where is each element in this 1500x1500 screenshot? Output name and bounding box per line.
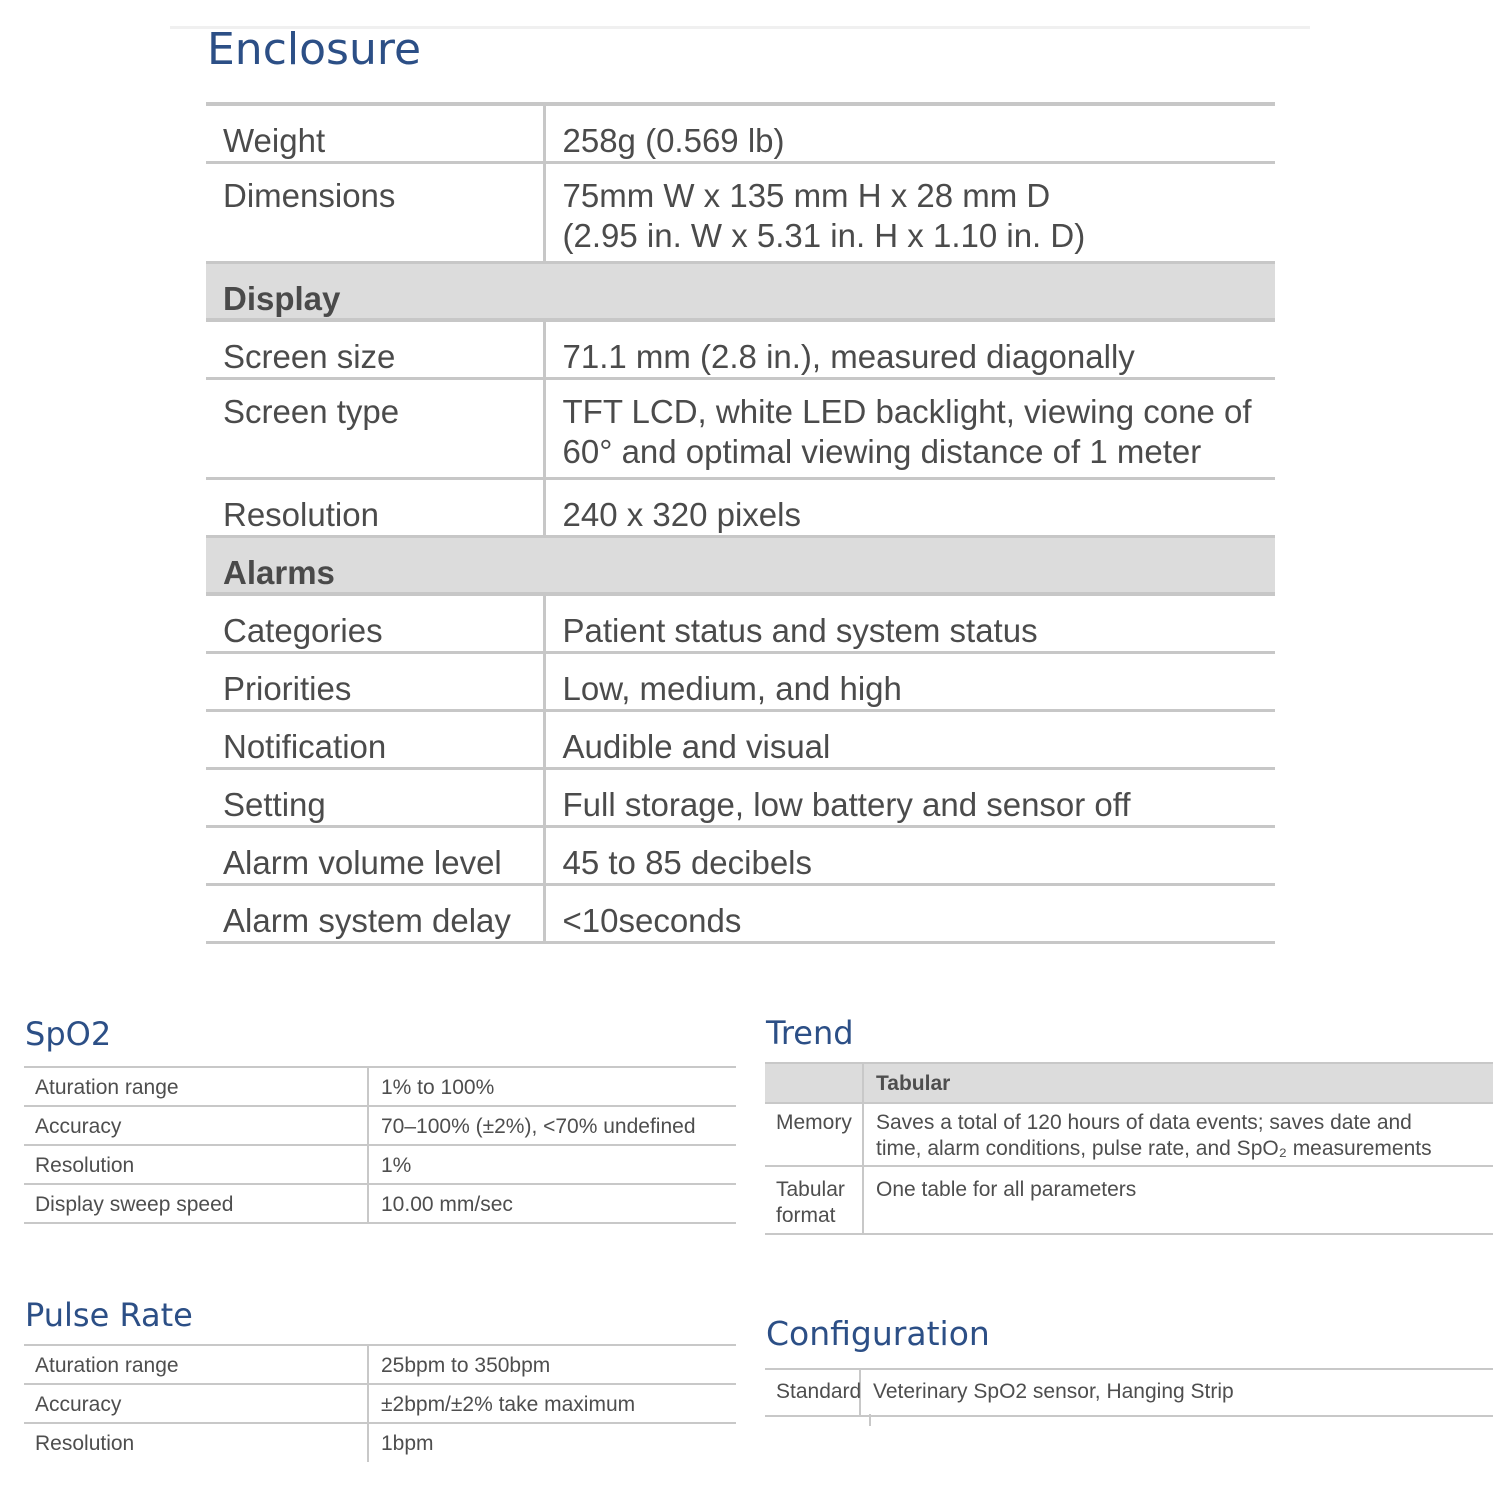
standard-label: Standard: [765, 1369, 860, 1416]
spo2-row-label: Accuracy: [24, 1106, 368, 1145]
spo2-row-value: 1% to 100%: [381, 1076, 495, 1099]
table-row: [206, 378, 1275, 478]
table-row: [24, 1067, 736, 1106]
table-row: [24, 1384, 736, 1423]
table-row: [765, 1103, 1493, 1166]
table-header-row: [765, 1063, 1493, 1103]
pulse-row-label: Resolution: [24, 1423, 368, 1462]
screen-size-label: Screen size: [206, 320, 544, 378]
memory-label: Memory: [765, 1103, 863, 1166]
memory-line-2: time, alarm conditions, pulse rate, and SpO₂ measurements: [876, 1137, 1432, 1160]
spo2-row-value: 70–100% (±2%), <70% undefined: [381, 1115, 696, 1138]
enclosure-title: Enclosure: [207, 24, 422, 75]
spo2-row-label: Resolution: [24, 1145, 368, 1184]
alarm-row-value: Audible and visual: [562, 727, 831, 765]
table-row: [24, 1184, 736, 1223]
pulse-row-label: Accuracy: [24, 1384, 368, 1423]
alarm-row-value: Patient status and system status: [562, 612, 1038, 649]
screen-type-value: [544, 378, 1275, 478]
alarms-header: Alarms: [206, 536, 1275, 594]
table-row: [24, 1345, 736, 1384]
dimensions-line-1: 75mm W x 135 mm H x 28 mm D: [562, 176, 1051, 214]
alarm-row-label: Priorities: [206, 652, 544, 710]
enclosure-spec-table: [206, 102, 1275, 944]
alarm-row-value: Full storage, low battery and sensor off: [562, 785, 1131, 823]
dimensions-value: [544, 162, 1275, 262]
table-row: [765, 1369, 1493, 1416]
dimensions-line-2: (2.95 in. W x 5.31 in. H x 1.10 in. D): [562, 216, 1086, 254]
table-row: [24, 1423, 736, 1462]
tabular-format-label-line-2: format: [776, 1204, 836, 1227]
spo2-row-label: Aturation range: [24, 1067, 368, 1106]
dimensions-label: Dimensions: [206, 162, 544, 262]
resolution-label: Resolution: [206, 478, 544, 536]
weight-label: Weight: [206, 104, 544, 162]
screen-type-label: Screen type: [206, 378, 544, 478]
table-row: [206, 710, 1275, 768]
alarm-row-value: 45 to 85 decibels: [562, 843, 813, 881]
alarm-row-label: Setting: [206, 768, 544, 826]
tabular-format-label: [765, 1166, 863, 1234]
table-row: [206, 104, 1275, 162]
table-row: [206, 652, 1275, 710]
spo2-title: SpO2: [25, 1015, 112, 1053]
weight-value: 258g (0.569 lb): [562, 122, 785, 159]
spo2-row-value: 10.00 mm/sec: [381, 1193, 513, 1216]
table-row: [206, 826, 1275, 884]
pulse-row-value: 1bpm: [381, 1432, 434, 1455]
pulse-rate-title: Pulse Rate: [25, 1296, 193, 1334]
tabular-format-value: One table for all parameters: [876, 1178, 1137, 1201]
alarm-row-value: Low, medium, and high: [562, 669, 902, 707]
alarm-row-value: <10seconds: [562, 901, 742, 939]
section-header-row: [206, 262, 1275, 320]
alarm-row-label: Alarm system delay: [206, 884, 544, 942]
table-row: [206, 884, 1275, 942]
memory-line-1: Saves a total of 120 hours of data events; saves date and: [876, 1111, 1412, 1134]
screen-type-line-2: 60° and optimal viewing distance of 1 meter: [562, 432, 1202, 470]
table-row: [206, 320, 1275, 378]
table-row: [24, 1106, 736, 1145]
alarm-row-label: Notification: [206, 710, 544, 768]
pulse-rate-spec-table: [24, 1344, 736, 1462]
configuration-spec-table: [765, 1368, 1493, 1417]
spo2-spec-table: [24, 1066, 736, 1224]
table-row: [206, 594, 1275, 652]
memory-value: [863, 1103, 1493, 1166]
alarm-row-label: Alarm volume level: [206, 826, 544, 884]
spo2-row-value: 1%: [381, 1154, 412, 1177]
table-row: [24, 1145, 736, 1184]
pulse-row-label: Aturation range: [24, 1345, 368, 1384]
spo2-row-label: Display sweep speed: [24, 1184, 368, 1223]
table-row: [206, 478, 1275, 536]
pulse-row-value: ±2bpm/±2% take maximum: [381, 1393, 636, 1416]
column-divider-tail: [869, 1414, 871, 1426]
trend-spec-table: [765, 1062, 1493, 1235]
trend-corner-cell: [765, 1063, 863, 1103]
standard-value: Veterinary SpO2 sensor, Hanging Strip: [873, 1380, 1234, 1403]
pulse-row-value: 25bpm to 350bpm: [381, 1354, 551, 1377]
screen-size-value: 71.1 mm (2.8 in.), measured diagonally: [562, 338, 1135, 375]
tabular-format-label-line-1: Tabular: [776, 1178, 845, 1201]
section-header-row: [206, 536, 1275, 594]
table-row: [206, 768, 1275, 826]
configuration-title: Configuration: [766, 1314, 990, 1353]
resolution-value: 240 x 320 pixels: [562, 495, 801, 533]
display-header: Display: [206, 262, 1275, 320]
screen-type-line-1: TFT LCD, white LED backlight, viewing cone of: [562, 392, 1252, 430]
trend-column-header: Tabular: [863, 1063, 1493, 1103]
table-row: [206, 162, 1275, 262]
table-row: [765, 1166, 1493, 1234]
alarm-row-label: Categories: [206, 594, 544, 652]
trend-title: Trend: [766, 1014, 854, 1052]
